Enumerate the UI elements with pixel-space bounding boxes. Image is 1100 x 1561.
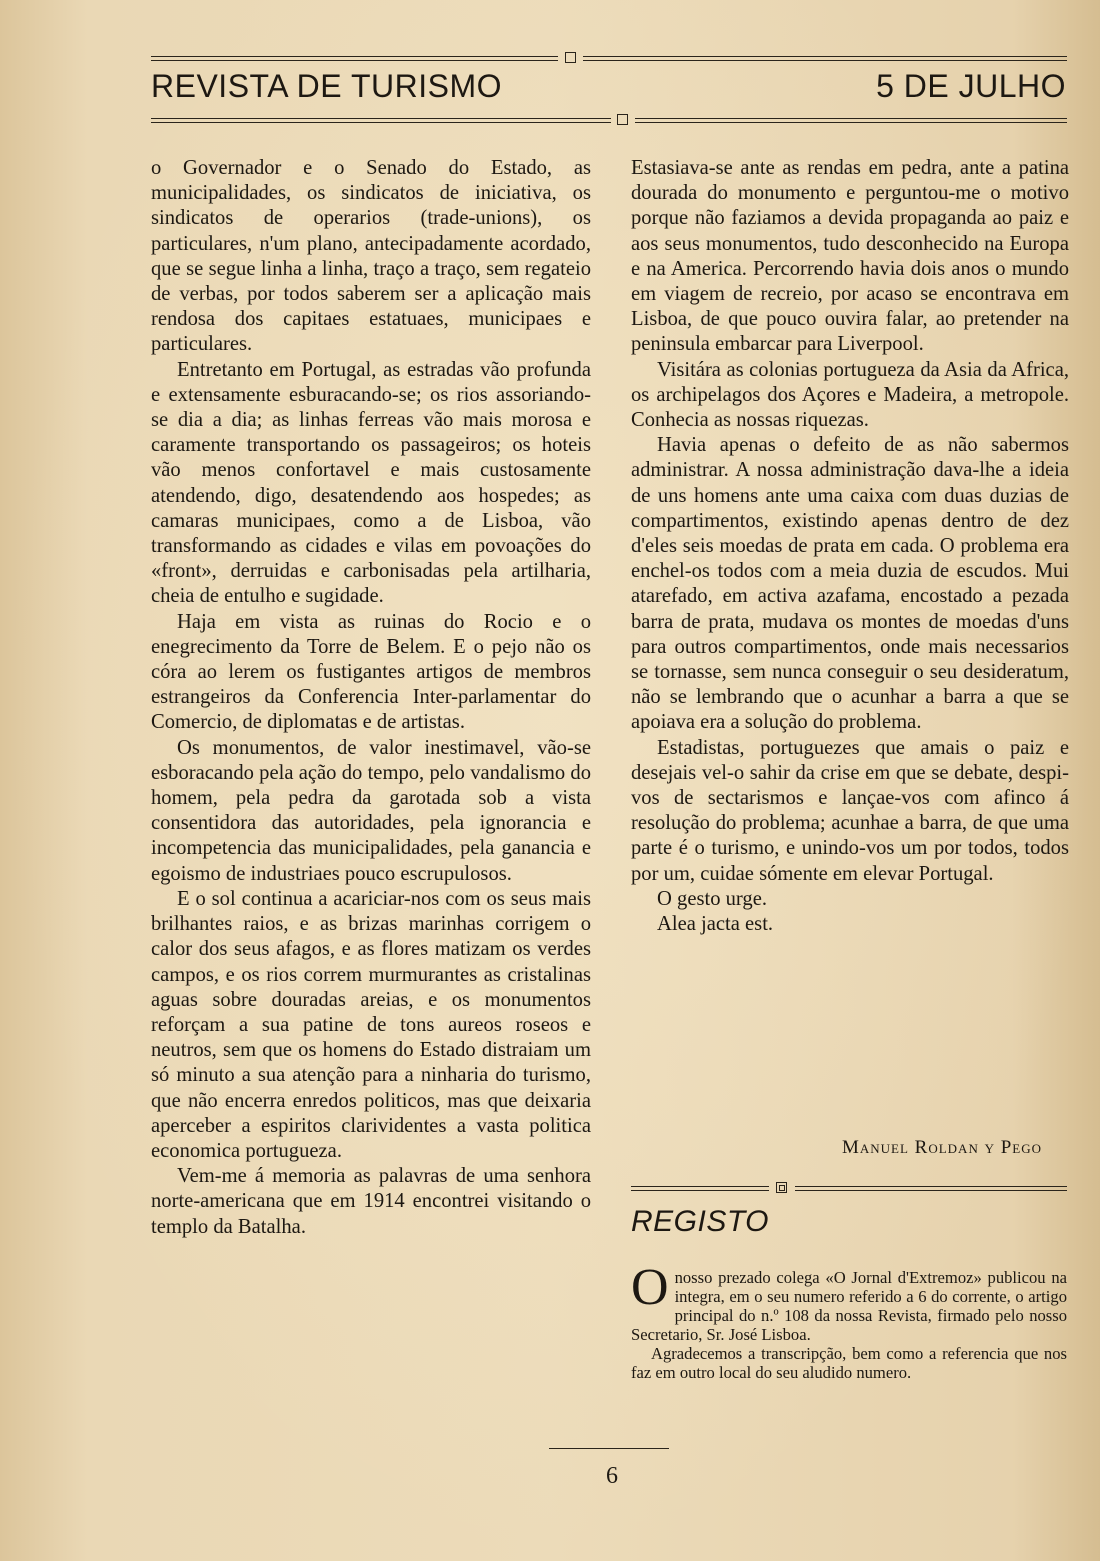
journal-title: REVISTA DE TURISMO bbox=[151, 68, 502, 104]
header-top-ornament bbox=[565, 52, 576, 63]
section-title: REGISTO bbox=[631, 1205, 769, 1238]
paragraph: O gesto urge. bbox=[657, 887, 768, 910]
registo-body bbox=[631, 1259, 1067, 1382]
header-bottom-rule-left bbox=[151, 118, 611, 123]
registo-rule-left bbox=[631, 1186, 769, 1191]
registo-rule-right bbox=[795, 1186, 1067, 1191]
registo-paragraph: Agradecemos a transcripção, bem como a referencia que nos faz em outro local do seu aludido numero. bbox=[631, 1344, 1067, 1382]
paragraph: Estadistas, portuguezes que amais o paiz e desejais vel-o sahir da crise em que se debate, despi-vos de sectarismos e lançae-vos com afinco á resolução do problema; acunhae a barra, de que uma parte é o turismo, e unindo-vos um por todos, todos por um, cuidae sómente em elevar Portugal. bbox=[631, 736, 1069, 885]
paragraph: o Governador e o Senado do Estado, as municipalidades, os sindicatos de iniciativa, os sindicatos de operarios (trade-unions), os particulares, n'um plano, antecipadamente acordado, que se segue linha a linha, traço a traço, sem regateio de verbas, por todos saberem ser a aplicação mais rendosa dos capitaes estatuaes, municipaes e particulares. bbox=[151, 157, 591, 356]
paragraph: Havia apenas o defeito de as não sabermos administrar. A nossa administração dava-lhe a ideia de uns homens ante uma caixa com duas duzias de compartimentos, existindo apenas dentro de dez d'eles seis moedas de prata em cada. O problema era enchel-os todos com a meia duzia de escudos. Mui atarefado, em activa azafama, encostado a pezada barra de prata, mudava os montes de moedas d'uns para outros compartimentos, onde mais necessarios se tornasse, sem nunca conseguir o seu desideratum, não se lembrando que o acunhar a barra a que se apoiava era a solução do problema. bbox=[631, 434, 1069, 734]
paragraph: Os monumentos, de valor inestimavel, vão-se esboracando pela ação do tempo, pelo vandalismo do homem, pela pedra da garotada sob a vista consentidora das autoridades, pela ignorancia e incompetencia das municipalidades, pela ganancia e egoismo de industriaes pouco escrupulosos. bbox=[151, 736, 591, 885]
header-bottom-ornament bbox=[617, 114, 628, 125]
paragraph: Visitára as colonias portugueza da Asia da Africa, os archipelagos dos Açores e Madeira, a metropole. Conhecia as nossas riquezas. bbox=[631, 358, 1069, 432]
registo-text: nosso prezado colega «O Jornal d'Extremoz» publicou na integra, em o seu numero referido a 6 do corrente, o artigo principal do n.º 108 da nossa Revista, firmado pelo nosso Secretario, Sr. José Lisboa. bbox=[631, 1268, 1067, 1344]
paragraph: Haja em vista as ruinas do Rocio e o enegrecimento da Torre de Belem. E o pejo não os córa ao lerem os fustigantes artigos de membros estrangeiros da Conferencia Inter-parlamentar do Comercio, de diplomatas e de artistas. bbox=[151, 610, 591, 734]
header-top-rule-left bbox=[151, 56, 558, 61]
paragraph: Estasiava-se ante as rendas em pedra, ante a patina dourada do monumento e perguntou-me o motivo porque não faziamos a devida propaganda ao paiz e aos seus monumentos, tudo desconhecido na Europa e na America. Percorrendo havia dois anos o mundo em viagem de recreio, por acaso se encontrava em Lisboa, de que pouco ouvira falar, ao pretender na peninsula embarcar para Liverpool. bbox=[631, 157, 1069, 356]
footer-rule bbox=[549, 1448, 669, 1449]
header-top-rule-right bbox=[583, 56, 1067, 61]
author-signature: Manuel Roldan y Pego bbox=[841, 1137, 1042, 1158]
drop-cap: O bbox=[631, 1259, 669, 1316]
page-number: 6 bbox=[606, 1463, 618, 1489]
header-bottom-rule-right bbox=[635, 118, 1067, 123]
paragraph: Entretanto em Portugal, as estradas vão profunda e extensamente esburacando-se; os rios assoriando-se dia a dia; as linhas ferreas vão mais morosa e caramente transportando os passageiros; os hoteis vão menos confortavel e mais custosamente atendendo, digo, desatendendo aos hospedes; as camaras municipaes, como a de Lisboa, vão transformando as cidades e vilas em povoações do «front», derruidas e carbonisadas pela artilharia, cheia de entulho e sugidade. bbox=[151, 358, 591, 608]
article-left-column bbox=[151, 156, 591, 1240]
registo-paragraph bbox=[631, 1259, 1067, 1344]
article-right-column bbox=[631, 156, 1069, 937]
paragraph: E o sol continua a acariciar-nos com os seus mais brilhantes raios, e as brizas marinhas corrigem o calor dos seus afagos, e as flores matizam os verdes campos, e os rios correm murmurantes as cristalinas aguas sobre douradas areias, e os monumentos reforçam a sua patine de tons aureos roseos e neutros, sem que os homens do Estado distraiam um só minuto a sua atenção para a ninharia do turismo, que não encerra enredos politicos, mas que deixaria aperceber a espiritos clarividentes a vasta politica economica portugueza. bbox=[151, 887, 591, 1162]
paragraph: Vem-me á memoria as palavras de uma senhora norte-americana que em 1914 encontrei visitando o templo da Batalha. bbox=[151, 1165, 591, 1238]
registo-ornament bbox=[776, 1182, 787, 1193]
issue-date: 5 DE JULHO bbox=[876, 68, 1066, 104]
paragraph: Alea jacta est. bbox=[657, 913, 774, 936]
